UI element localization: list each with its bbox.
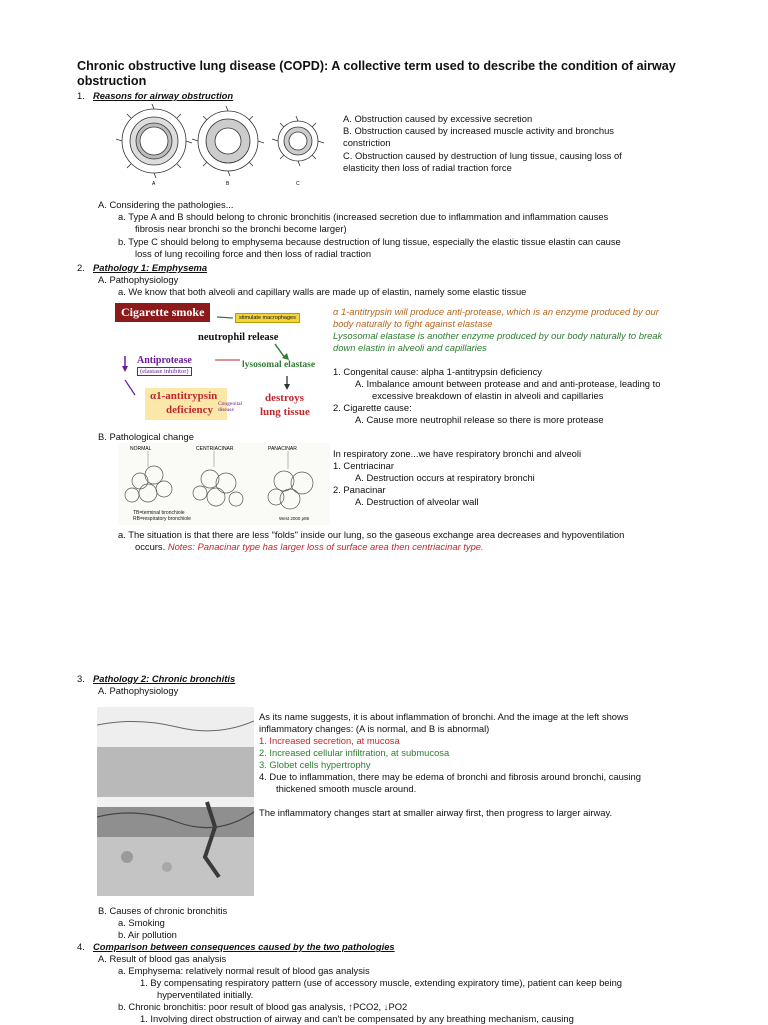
change-infiltration: 2. Increased cellular infiltration, at submucosa — [259, 747, 450, 758]
neutrophil-text: A. Cause more neutrophil release so there is more protease — [355, 414, 604, 425]
fig-label-a: A — [152, 181, 156, 187]
congenital-cause: 1. Congenital cause: alpha 1-antitrypsin deficiency — [333, 366, 542, 377]
lung-tissue-label: lung tissue — [260, 406, 310, 418]
lysosomal-elastase-label: lysosomal elastase — [242, 360, 316, 370]
cause-smoking: a. Smoking — [118, 917, 165, 928]
section-heading: Reasons for airway obstruction — [93, 90, 234, 101]
note-b: B. Obstruction caused by increased muscle activity and bronchus — [343, 125, 614, 136]
compensation-text: 1. By compensating respiratory pattern (use of accessory muscle, extending expiratory time), patient can keep being — [140, 977, 623, 988]
section-number: 4. — [77, 941, 85, 952]
stimulate-macrophages-tag: stimulate macrophages — [235, 313, 300, 323]
tb-note: TB=terminal bronchiole — [133, 510, 185, 516]
panacinar-desc: A. Destruction of alveolar wall — [355, 496, 479, 507]
occurs-text: occurs. — [135, 541, 166, 552]
fig-title-normal: NORMAL — [130, 446, 152, 452]
deficiency-label: deficiency — [166, 404, 214, 416]
fig-title-panacinar: PANACINAR — [268, 446, 297, 452]
considering-pathologies: A. Considering the pathologies... — [98, 199, 234, 210]
bronchitis-histology-image — [97, 707, 254, 896]
section-heading: Pathology 2: Chronic bronchitis — [93, 673, 236, 684]
section-heading: Comparison between consequences caused by the two pathologies — [93, 941, 395, 952]
section-number: 2. — [77, 262, 85, 273]
note-c-cont: elasticity then loss of radial traction force — [343, 162, 512, 173]
antitrypsin-note-cont: body naturally to fight against elastase — [333, 318, 493, 329]
imbalance-text: A. Imbalance amount between protease and and anti-protease, leading to — [355, 378, 661, 389]
imbalance-text-cont: excessive breakdown of elastin in alveoli and capillaries — [372, 390, 604, 401]
emphysema-blood-gas: a. Emphysema: relatively normal result of blood gas analysis — [118, 965, 370, 976]
page-title: Chronic obstructive lung disease (COPD): A collective term used to describe the condition of airway — [77, 59, 676, 73]
antiprotease-label: Antiprotease — [137, 355, 192, 366]
note-b-cont: constriction — [343, 137, 391, 148]
section-number: 3. — [77, 673, 85, 684]
rb-note: RB=respiratory bronchiole — [133, 516, 191, 522]
centriacinar-desc: A. Destruction occurs at respiratory bronchi — [355, 472, 535, 483]
change-secretion: 1. Increased secretion, at mucosa — [259, 735, 400, 746]
type-c-text: b. Type C should belong to emphysema because destruction of lung tissue, especially the elastic tissue elastin can cause — [118, 236, 621, 247]
change-globet-cells: 3. Globet cells hypertrophy — [259, 759, 371, 770]
panacinar-note: Notes: Panacinar type has larger loss of surface area then centriacinar type. — [165, 541, 484, 552]
bronchitis-intro: As its name suggests, it is about inflammation of bronchi. And the image at the left shows — [259, 711, 629, 722]
cigarette-smoke-label: Cigarette smoke — [115, 303, 210, 322]
airway-obstruction-figure — [112, 103, 334, 189]
type-ab-text-cont: fibrosis near bronchi so the bronchi become larger) — [135, 223, 347, 234]
pathological-change-heading: B. Pathological change — [98, 431, 194, 442]
neutrophil-release-label: neutrophil release — [198, 332, 279, 343]
blood-gas-heading: A. Result of blood gas analysis — [98, 953, 227, 964]
fig-title-centriacinar: CENTRIACINAR — [196, 446, 234, 452]
elastase-inhibitor-label: (elastase inhibitor) — [137, 367, 192, 376]
change-edema-cont: thickened smooth muscle around. — [276, 783, 417, 794]
congenital-disease-label: Congenital disease — [218, 401, 243, 413]
destroys-label: destroys — [265, 392, 304, 404]
section-heading: Pathology 1: Emphysema — [93, 262, 208, 273]
page-title-cont: obstruction — [77, 74, 147, 88]
bronchitis-blood-gas: b. Chronic bronchitis: poor result of blood gas analysis, ↑PCO2, ↓PO2 — [118, 1001, 408, 1012]
fig-label-c: C — [296, 181, 300, 187]
note-a: A. Obstruction caused by excessive secretion — [343, 113, 533, 124]
situation-text-cont — [135, 541, 484, 553]
causes-heading: B. Causes of chronic bronchitis — [98, 905, 228, 916]
section-number: 1. — [77, 90, 85, 101]
centriacinar-item: 1. Centriacinar — [333, 460, 394, 471]
compensation-text-cont: hyperventilated initially. — [157, 989, 254, 1000]
type-ab-text: a. Type A and B should belong to chronic bronchitis (increased secretion due to inflammation and inflammation causes — [118, 211, 609, 222]
panacinar-item: 2. Panacinar — [333, 484, 386, 495]
pathophysiology-heading: A. Pathophysiology — [98, 685, 179, 696]
situation-text: a. The situation is that there are less "folds" inside our lung, so the gaseous exchange area decreases and hypoventilation — [118, 529, 625, 540]
antitrypsin-note: α 1-antitrypsin will produce anti-protease, which is an enzyme produced by our — [333, 306, 659, 317]
fig-label-b: B — [226, 181, 230, 187]
cause-air-pollution: b. Air pollution — [118, 929, 177, 940]
note-c: C. Obstruction caused by destruction of lung tissue, causing loss of — [343, 150, 622, 161]
pathophysiology-heading: A. Pathophysiology — [98, 274, 179, 285]
bronchitis-intro-cont: inflammatory changes: (A is normal, and B is abnormal) — [259, 723, 490, 734]
emphysema-pathway-diagram — [115, 300, 330, 425]
cigarette-cause: 2. Cigarette cause: — [333, 402, 412, 413]
change-edema: 4. Due to inflammation, there may be edema of bronchi and fibrosis around bronchi, causing — [259, 771, 641, 782]
alpha1-antitrypsin-label: α1-antitrypsin — [150, 390, 218, 402]
lysosomal-note-cont: down elastin in alveoli and capillaries — [333, 342, 487, 353]
respiratory-zone-text: In respiratory zone...we have respiratory bronchi and alveoli — [333, 448, 582, 459]
obstruction-text: 1. Involving direct obstruction of airway and can't be compensated by any breathing mechanism, causing — [140, 1013, 574, 1024]
figure-credit: West 2000 p86 — [279, 516, 310, 521]
elastin-text: a. We know that both alveoli and capillary walls are made up of elastin, namely some elastic tissue — [118, 286, 527, 297]
type-c-text-cont: loss of lung recoiling force and then loss of radial traction — [135, 248, 372, 259]
lysosomal-note: Lysosomal elastase is another enzyme produced by our body naturally to break — [333, 330, 663, 341]
progression-text: The inflammatory changes start at smaller airway first, then progress to larger airway. — [259, 807, 613, 818]
